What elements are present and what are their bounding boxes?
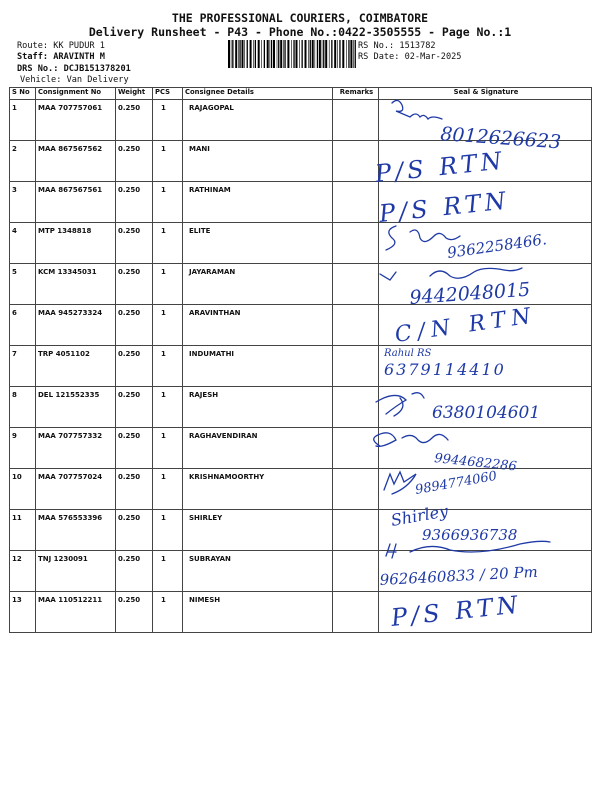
handwriting-row-10-phone: 9894774060: [414, 468, 499, 498]
handwriting-row-12-phone: 9626460833 / 20 Pm: [379, 562, 539, 589]
barcode-bar: [239, 40, 240, 68]
cell-consignee: [183, 264, 333, 305]
cell-remarks: [333, 346, 379, 387]
cell-remarks: [333, 305, 379, 346]
cell-signature: [379, 387, 592, 428]
handwriting-row-7-name: Rahul RS: [384, 348, 432, 359]
cell-consignment-no-text: MAA 867567561: [38, 186, 103, 194]
cell-signature: [379, 100, 592, 141]
cell-sno-text: 12: [12, 555, 22, 563]
col-header-consignment: Consignment No: [36, 88, 116, 100]
staff-label: Staff: ARAVINTH M: [17, 52, 105, 62]
cell-consignment-no-text: KCM 13345031: [38, 268, 97, 276]
barcode-bar: [232, 40, 233, 68]
cell-remarks: [333, 182, 379, 223]
cell-consignee-text: KRISHNAMOORTHY: [189, 473, 265, 481]
barcode-bar: [250, 40, 252, 68]
barcode-bar: [319, 40, 321, 68]
table-row: [10, 264, 592, 305]
cell-consignment-no: [36, 305, 116, 346]
cell-signature: [379, 510, 592, 551]
cell-pcs-text: 1: [161, 186, 166, 194]
cell-weight: [116, 387, 153, 428]
cell-remarks: [333, 100, 379, 141]
cell-consignee: [183, 346, 333, 387]
document-title: THE PROFESSIONAL COURIERS, COIMBATORE: [171, 11, 429, 25]
cell-signature: [379, 428, 592, 469]
col-header-signature: Seal & Signature: [379, 88, 592, 100]
cell-sno-text: 9: [12, 432, 17, 440]
cell-signature: [379, 551, 592, 592]
barcode-bar: [284, 40, 285, 68]
handwriting-row-9-phone: 9944682286: [433, 451, 518, 475]
barcode-bar: [350, 40, 352, 68]
table-header-row: [10, 88, 592, 100]
barcode-bar: [264, 40, 265, 68]
cell-pcs: [153, 141, 183, 182]
cell-consignment-no: [36, 551, 116, 592]
cell-weight-text: 0.250: [118, 186, 141, 194]
barcode-bar: [308, 40, 309, 68]
barcode-bar: [271, 40, 272, 68]
cell-weight: [116, 223, 153, 264]
barcode-bar: [244, 40, 245, 68]
cell-sno-text: 1: [12, 104, 17, 112]
handwriting-row-5-phone: 9442048015: [408, 278, 531, 309]
barcode-bar: [339, 40, 340, 68]
cell-sno: [10, 510, 36, 551]
handwriting-row-8-phone: 6380104601: [432, 403, 541, 423]
barcode-bar: [231, 40, 232, 68]
cell-sno-text: 2: [12, 145, 17, 153]
cell-sno: [10, 305, 36, 346]
cell-consignee: [183, 510, 333, 551]
table-row: [10, 510, 592, 551]
barcode-bar: [310, 40, 311, 68]
barcode-bar: [267, 40, 269, 68]
cell-consignment-no-text: MAA 707757024: [38, 473, 103, 481]
cell-pcs-text: 1: [161, 309, 166, 317]
cell-consignee-text: RAJAGOPAL: [189, 104, 234, 112]
handwriting-row-2-status: P/S RTN: [373, 146, 507, 188]
cell-signature: [379, 264, 592, 305]
handwriting-row-7-phone: 6379114410: [384, 360, 506, 379]
cell-weight: [116, 551, 153, 592]
barcode-bar: [242, 40, 244, 68]
cell-weight-text: 0.250: [118, 268, 141, 276]
cell-signature: [379, 305, 592, 346]
cell-weight-text: 0.250: [118, 104, 141, 112]
barcode-bar: [287, 40, 289, 68]
cell-consignee: [183, 469, 333, 510]
cell-consignee: [183, 387, 333, 428]
cell-remarks: [333, 387, 379, 428]
barcode-bar: [253, 40, 254, 68]
cell-pcs: [153, 264, 183, 305]
cell-pcs-text: 1: [161, 555, 166, 563]
barcode-bar: [305, 40, 307, 68]
barcode-bar: [334, 40, 336, 68]
barcode-bar: [342, 40, 344, 68]
cell-consignee-text: JAYARAMAN: [189, 268, 236, 276]
col-header-remarks: Remarks: [333, 88, 379, 100]
vehicle-label: Vehicle: Van Delivery: [20, 75, 129, 85]
cell-pcs: [153, 551, 183, 592]
barcode-bar: [258, 40, 260, 68]
cell-pcs-text: 1: [161, 473, 166, 481]
barcode-bar: [291, 40, 292, 68]
cell-sno: [10, 264, 36, 305]
cell-consignment-no-text: MAA 110512211: [38, 596, 103, 604]
cell-sno: [10, 182, 36, 223]
table-row: [10, 551, 592, 592]
cell-sno: [10, 387, 36, 428]
cell-consignment-no-text: MAA 576553396: [38, 514, 103, 522]
cell-weight: [116, 264, 153, 305]
cell-consignee-text: ARAVINTHAN: [189, 309, 241, 317]
barcode-bar: [353, 40, 354, 68]
cell-pcs: [153, 592, 183, 633]
table-row: [10, 592, 592, 633]
cell-pcs: [153, 223, 183, 264]
barcode-bar: [346, 40, 347, 68]
handwriting-row-6-status: C/N RTN: [393, 303, 539, 348]
cell-consignee: [183, 592, 333, 633]
cell-consignment-no: [36, 428, 116, 469]
cell-consignee-text: RAJESH: [189, 391, 219, 399]
cell-consignee-text: INDUMATHI: [189, 350, 235, 358]
barcode-bar: [315, 40, 316, 68]
cell-consignment-no-text: MAA 867567562: [38, 145, 103, 153]
barcode-bar: [329, 40, 330, 68]
cell-consignment-no: [36, 141, 116, 182]
drs-number: DRS No.: DCJB151378201: [17, 64, 131, 74]
barcode-bar: [255, 40, 256, 68]
table-row: [10, 428, 592, 469]
barcode-bar: [355, 40, 356, 68]
cell-pcs: [153, 182, 183, 223]
cell-weight-text: 0.250: [118, 350, 141, 358]
cell-sno: [10, 551, 36, 592]
barcode-bar: [348, 40, 349, 68]
cell-pcs-text: 1: [161, 391, 166, 399]
cell-pcs: [153, 100, 183, 141]
runsheet-table: [9, 87, 592, 633]
table-row: [10, 182, 592, 223]
cell-consignment-no: [36, 346, 116, 387]
barcode-bar: [277, 40, 278, 68]
cell-consignment-no: [36, 100, 116, 141]
cell-weight: [116, 305, 153, 346]
cell-consignee: [183, 182, 333, 223]
cell-pcs-text: 1: [161, 227, 166, 235]
cell-weight-text: 0.250: [118, 473, 141, 481]
cell-weight: [116, 592, 153, 633]
cell-pcs-text: 1: [161, 596, 166, 604]
cell-pcs: [153, 469, 183, 510]
cell-sno: [10, 592, 36, 633]
cell-sno-text: 8: [12, 391, 17, 399]
cell-signature: [379, 223, 592, 264]
cell-signature: [379, 469, 592, 510]
cell-consignee: [183, 428, 333, 469]
cell-consignment-no-text: MTP 1348818: [38, 227, 92, 235]
barcode-bar: [317, 40, 318, 68]
cell-consignee-text: MANI: [189, 145, 210, 153]
cell-remarks: [333, 510, 379, 551]
cell-sno: [10, 469, 36, 510]
barcode-bar: [337, 40, 338, 68]
cell-consignee: [183, 223, 333, 264]
barcode-bar: [293, 40, 294, 68]
cell-remarks: [333, 551, 379, 592]
barcode-bar: [296, 40, 298, 68]
barcode-bar: [261, 40, 262, 68]
cell-weight: [116, 428, 153, 469]
rs-number: RS No.: 1513782: [358, 41, 436, 51]
cell-consignment-no: [36, 223, 116, 264]
cell-sno-text: 3: [12, 186, 17, 194]
cell-remarks: [333, 592, 379, 633]
cell-sno: [10, 141, 36, 182]
cell-sno-text: 5: [12, 268, 17, 276]
barcode: [228, 40, 356, 68]
cell-remarks: [333, 469, 379, 510]
handwriting-row-13-status: P/S RTN: [389, 590, 523, 632]
cell-weight: [116, 182, 153, 223]
barcode-bar: [322, 40, 323, 68]
cell-pcs: [153, 346, 183, 387]
barcode-bar: [331, 40, 332, 68]
cell-pcs: [153, 428, 183, 469]
barcode-bar: [302, 40, 303, 68]
cell-weight: [116, 469, 153, 510]
cell-weight-text: 0.250: [118, 391, 141, 399]
table-row: [10, 469, 592, 510]
cell-consignee: [183, 551, 333, 592]
cell-sno-text: 13: [12, 596, 22, 604]
cell-consignment-no: [36, 592, 116, 633]
cell-pcs-text: 1: [161, 514, 166, 522]
handwriting-row-11-phone: 9366936738: [422, 526, 518, 544]
cell-consignment-no: [36, 264, 116, 305]
col-header-pcs: PCS: [153, 88, 183, 100]
cell-consignment-no: [36, 510, 116, 551]
cell-sno-text: 4: [12, 227, 17, 235]
cell-signature: [379, 141, 592, 182]
cell-sno-text: 6: [12, 309, 17, 317]
barcode-bar: [299, 40, 300, 68]
cell-weight-text: 0.250: [118, 309, 141, 317]
cell-weight: [116, 141, 153, 182]
barcode-bar: [325, 40, 327, 68]
barcode-bar: [283, 40, 284, 68]
cell-pcs-text: 1: [161, 432, 166, 440]
barcode-bar: [323, 40, 324, 68]
cell-sno: [10, 346, 36, 387]
cell-sno: [10, 223, 36, 264]
cell-weight-text: 0.250: [118, 227, 141, 235]
cell-pcs: [153, 510, 183, 551]
cell-remarks: [333, 264, 379, 305]
col-header-sno: S No: [10, 88, 36, 100]
cell-sno: [10, 100, 36, 141]
barcode-bar: [235, 40, 237, 68]
cell-consignment-no-text: MAA 707757332: [38, 432, 103, 440]
runsheet-subtitle: Delivery Runsheet - P43 - Phone No.:0422-3505555 - Page No.:1: [88, 25, 512, 39]
handwriting-row-4-phone: 9362258466.: [446, 230, 548, 262]
barcode-bar: [247, 40, 248, 68]
cell-consignment-no: [36, 469, 116, 510]
barcode-bar: [238, 40, 239, 68]
barcode-bar: [278, 40, 279, 68]
table-row: [10, 141, 592, 182]
cell-weight-text: 0.250: [118, 145, 141, 153]
cell-consignee: [183, 305, 333, 346]
cell-consignment-no: [36, 182, 116, 223]
cell-pcs-text: 1: [161, 104, 166, 112]
cell-consignment-no-text: DEL 121552335: [38, 391, 100, 399]
col-header-consignee: Consignee Details: [183, 88, 333, 100]
cell-consignee-text: SUBRAYAN: [189, 555, 231, 563]
cell-sno-text: 11: [12, 514, 22, 522]
route-label: Route: KK PUDUR 1: [17, 41, 105, 51]
cell-weight-text: 0.250: [118, 555, 141, 563]
table-row: [10, 305, 592, 346]
cell-consignment-no-text: TRP 4051102: [38, 350, 90, 358]
cell-remarks: [333, 223, 379, 264]
cell-signature: [379, 346, 592, 387]
cell-sno-text: 10: [12, 473, 22, 481]
cell-weight-text: 0.250: [118, 514, 141, 522]
cell-consignment-no-text: TNJ 1230091: [38, 555, 88, 563]
barcode-bar: [273, 40, 275, 68]
cell-weight: [116, 100, 153, 141]
table-row: [10, 223, 592, 264]
table-row: [10, 387, 592, 428]
cell-consignee-text: SHIRLEY: [189, 514, 223, 522]
cell-sno: [10, 428, 36, 469]
cell-consignee: [183, 141, 333, 182]
cell-pcs-text: 1: [161, 268, 166, 276]
cell-consignee: [183, 100, 333, 141]
cell-pcs: [153, 305, 183, 346]
cell-consignee-text: RATHINAM: [189, 186, 231, 194]
table-row: [10, 100, 592, 141]
cell-consignee-text: RAGHAVENDIRAN: [189, 432, 258, 440]
cell-signature: [379, 592, 592, 633]
cell-weight-text: 0.250: [118, 432, 141, 440]
cell-consignee-text: NIMESH: [189, 596, 221, 604]
table-row: [10, 346, 592, 387]
rs-date: RS Date: 02-Mar-2025: [358, 52, 462, 62]
barcode-bar: [312, 40, 314, 68]
cell-pcs: [153, 387, 183, 428]
handwriting-row-1-phone: 8012626623: [439, 123, 562, 154]
barcode-bar: [270, 40, 271, 68]
cell-consignment-no: [36, 387, 116, 428]
handwriting-row-3-status: P/S RTN: [377, 186, 511, 228]
cell-remarks: [333, 428, 379, 469]
barcode-bar: [280, 40, 282, 68]
col-header-weight: Weight: [116, 88, 153, 100]
cell-sno-text: 7: [12, 350, 17, 358]
handwriting-row-11-name: Shirley: [389, 501, 450, 530]
cell-weight-text: 0.250: [118, 596, 141, 604]
cell-consignment-no-text: MAA 945273324: [38, 309, 103, 317]
cell-consignment-no-text: MAA 707757061: [38, 104, 103, 112]
cell-weight: [116, 510, 153, 551]
cell-weight: [116, 346, 153, 387]
cell-consignee-text: ELITE: [189, 227, 211, 235]
cell-pcs-text: 1: [161, 350, 166, 358]
cell-signature: [379, 182, 592, 223]
barcode-bar: [228, 40, 230, 68]
cell-pcs-text: 1: [161, 145, 166, 153]
cell-remarks: [333, 141, 379, 182]
